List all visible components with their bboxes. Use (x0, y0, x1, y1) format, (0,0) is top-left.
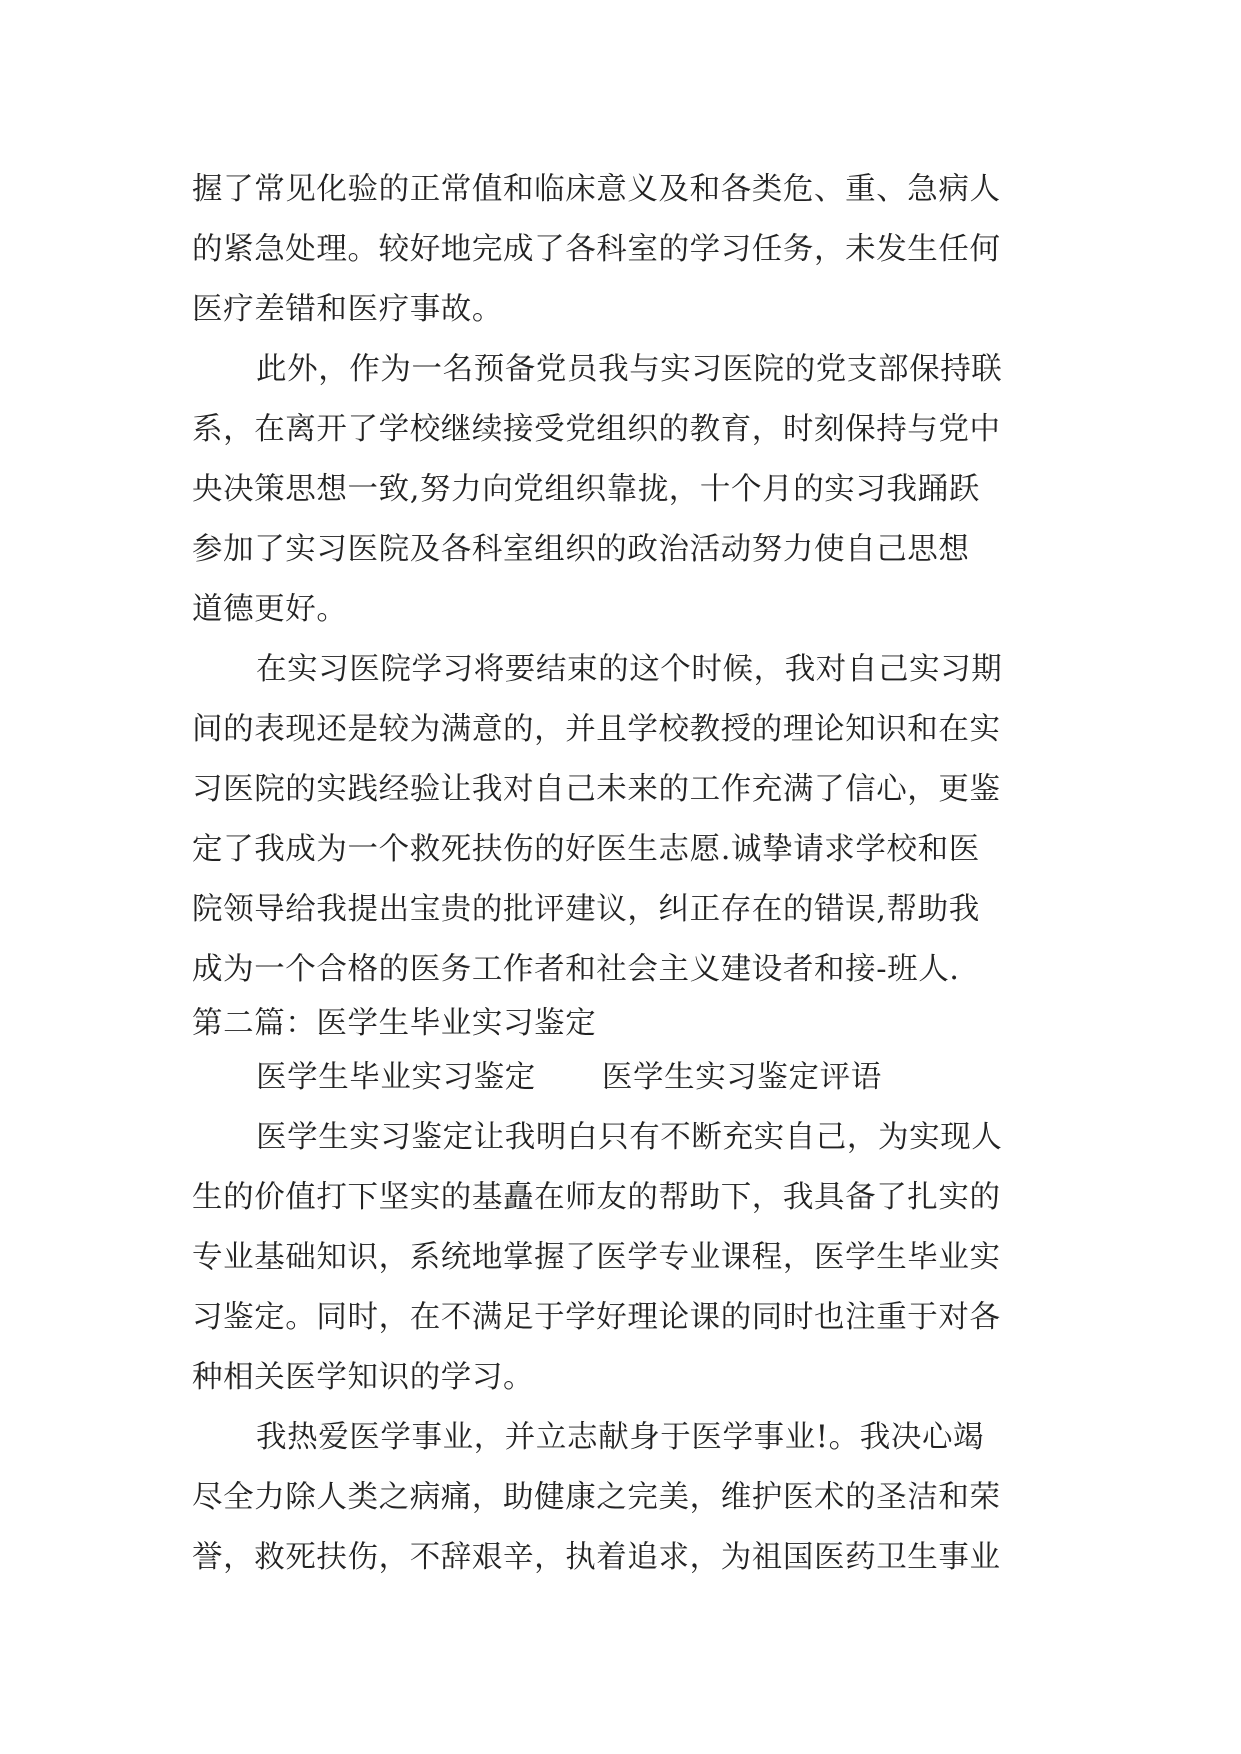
paragraph-line: 医学生实习鉴定让我明白只有不断充实自己，为实现人 (256, 1120, 1003, 1155)
paragraph-line: 誉，救死扶伤，不辞艰辛，执着追求，为祖国医药卫生事业 (192, 1540, 1001, 1575)
paragraph-line: 生的价值打下坚实的基矗在师友的帮助下，我具备了扎实的 (192, 1180, 1001, 1215)
paragraph-line: 院领导给我提出宝贵的批评建议，纠正存在的错误,帮助我 (192, 892, 980, 927)
paragraph-line: 成为一个合格的医务工作者和社会主义建设者和接-班人. (192, 952, 960, 987)
paragraph-line: 系，在离开了学校继续接受党组织的教育，时刻保持与党中 (192, 412, 1001, 447)
paragraph-line: 此外，作为一名预备党员我与实习医院的党支部保持联 (256, 352, 1003, 387)
document-body (192, 160, 1052, 1588)
paragraph-line: 间的表现还是较为满意的，并且学校教授的理论知识和在实 (192, 712, 1001, 747)
paragraph-line: 尽全力除人类之病痛，助健康之完美，维护医术的圣洁和荣 (192, 1480, 1001, 1515)
paragraph-line: 医疗差错和医疗事故。 (192, 292, 503, 327)
subheading-right: 医学生实习鉴定评语 (601, 1060, 882, 1095)
paragraph-line: 参加了实习医院及各科室组织的政治活动努力使自己思想 (192, 532, 970, 567)
subheading-row (192, 1048, 1052, 1108)
paragraph-line: 握了常见化验的正常值和临床意义及和各类危、重、急病人 (192, 172, 1001, 207)
paragraph-line: 种相关医学知识的学习。 (192, 1360, 535, 1395)
section-heading: 第二篇：医学生毕业实习鉴定 (192, 1006, 597, 1041)
paragraph-line: 我热爱医学事业，并立志献身于医学事业!。我决心竭 (256, 1420, 985, 1455)
paragraph-line: 习鉴定。同时，在不满足于学好理论课的同时也注重于对各 (192, 1300, 1001, 1335)
paragraph-line: 专业基础知识，系统地掌握了医学专业课程，医学生毕业实 (192, 1240, 1001, 1275)
paragraph-line: 习医院的实践经验让我对自己未来的工作充满了信心，更鉴 (192, 772, 1001, 807)
paragraph-line: 的紧急处理。较好地完成了各科室的学习任务，未发生任何 (192, 232, 1001, 267)
subheading-left: 医学生毕业实习鉴定 (256, 1060, 536, 1095)
paragraph-line: 定了我成为一个救死扶伤的好医生志愿.诚挚请求学校和医 (192, 832, 980, 867)
paragraph-line: 央决策思想一致,努力向党组织靠拢，十个月的实习我踊跃 (192, 472, 980, 507)
paragraph-line: 道德更好。 (192, 592, 348, 627)
paragraph-line: 在实习医院学习将要结束的这个时候，我对自己实习期 (256, 652, 1003, 687)
